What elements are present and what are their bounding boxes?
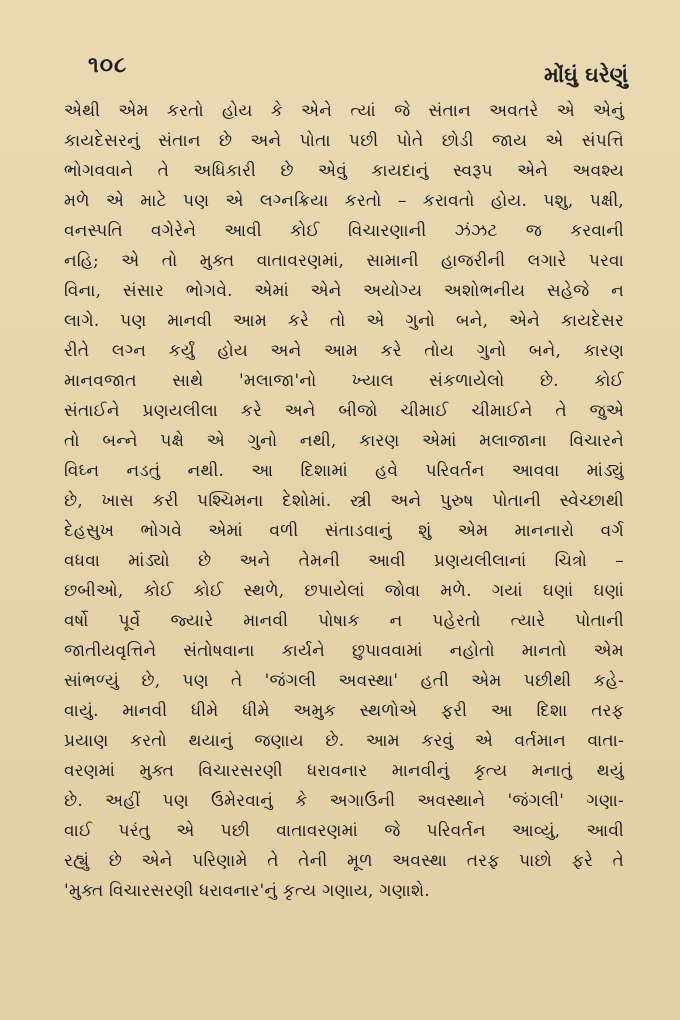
text-line: રહ્યું છે એને પરિણામે તે તેની મૂળ અવસ્થા તરફ પાછો ફરે તે (64, 851, 624, 871)
text-line: 'મુક્ત વિચારસરણી ધરાવનાર'નું કૃત્ય ગણાય, ગણાશે. (64, 881, 430, 901)
text-line: એથી એમ કરતો હોય કે એને ત્યાં જે સંતાન અવતરે એ એનું (64, 101, 624, 121)
text-line: સાંભળ્યું છે, પણ તે 'જંગલી અવસ્થા' હતી એમ પછીથી કહે- (64, 671, 624, 691)
text-line: છબીઓ, કોઈ કોઈ સ્થળે, છપાયેલાં જોવા મળે. ગયાં ઘણાં ઘણાં (64, 581, 624, 601)
text-line: વાયું. માનવી ધીમે ધીમે અમુક સ્થળોએ ફરી આ દિશા તરફ (64, 701, 624, 721)
body-text (64, 96, 624, 906)
text-line: નહિ; એ તો મુક્ત વાતાવરણમાં, સામાની હાજરીની લગારે પરવા (64, 251, 624, 271)
text-line: મળે એ માટે પણ એ લગ્નક્રિયા કરતો – કરાવતો હોય. પશુ, પક્ષી, (64, 191, 624, 211)
text-line: દેહસુખ ભોગવે એમાં વળી સંતાડવાનું શું એમ માનનારો વર્ગ (64, 521, 624, 541)
text-line: વિના, સંસાર ભોગવે. એમાં એને અયોગ્ય અશોભનીય સહેજે ન (64, 281, 624, 301)
text-line: વાઈ પરંતુ એ પછી વાતાવરણમાં જે પરિવર્તન આવ્યું, આવી (64, 821, 624, 841)
text-line: માનવજાત સાથે 'મલાજા'નો ખ્યાલ સંકળાયેલો છે. કોઈ (64, 371, 624, 391)
text-line: છે, ખાસ કરી પશ્ચિમના દેશોમાં. સ્ત્રી અને પુરુષ પોતાની સ્વેચ્છાથી (64, 491, 624, 511)
text-line: વિઘ્ન નડતું નથી. આ દિશામાં હવે પરિવર્તન આવવા માંડ્યું (64, 461, 624, 481)
text-line: વધવા માંડ્યો છે અને તેમની આવી પ્રણયલીલાનાં ચિત્રો – (64, 551, 624, 571)
text-line: કાયદેસરનું સંતાન છે અને પોતા પછી પોતે છોડી જાય એ સંપત્તિ (64, 131, 624, 151)
text-line: લાગે. પણ માનવી આમ કરે તો એ ગુનો બને, એને કાયદેસર (64, 311, 624, 331)
text-line: છે. અહીં પણ ઉમેરવાનું કે અગાઉની અવસ્થાને 'જંગલી' ગણા- (64, 791, 624, 811)
text-line: રીતે લગ્ન કર્યું હોય અને આમ કરે તોય ગુનો બને, કારણ (64, 341, 624, 361)
text-line: ભોગવવાને તે અધિકારી છે એવું કાયદાનું સ્વરૂપ એને અવશ્ય (64, 161, 624, 181)
text-line: જાતીયવૃત્તિને સંતોષવાના કાર્યને છુપાવવામાં નહોતો માનતો એમ (64, 641, 624, 661)
page-number: ૧૦૮ (88, 52, 128, 78)
text-line: પ્રયાણ કરતો થયાનું જણાય છે. આમ કરવું એ વર્તમાન વાતા- (64, 731, 624, 751)
text-line: વરણમાં મુક્ત વિચારસરણી ધરાવનાર માનવીનું કૃત્ય મનાતું થયું (64, 761, 624, 781)
text-line: વર્ષો પૂર્વે જ્યારે માનવી પોષાક ન પહેરતો ત્યારે પોતાની (64, 611, 624, 631)
text-line: તો બન્ને પક્ષે એ ગુનો નથી, કારણ એમાં મલાજાના વિચારને (64, 431, 624, 451)
running-title: મોંઘું ઘરેણું (544, 62, 628, 87)
text-line: વનસ્પતિ વગેરેને આવી કોઈ વિચારણાની ઝંઝટ જ કરવાની (64, 221, 624, 241)
text-line: સંતાઈને પ્રણયલીલા કરે અને બીજો ચીમાઈ ચીમાઈને તે જુએ (64, 401, 624, 421)
